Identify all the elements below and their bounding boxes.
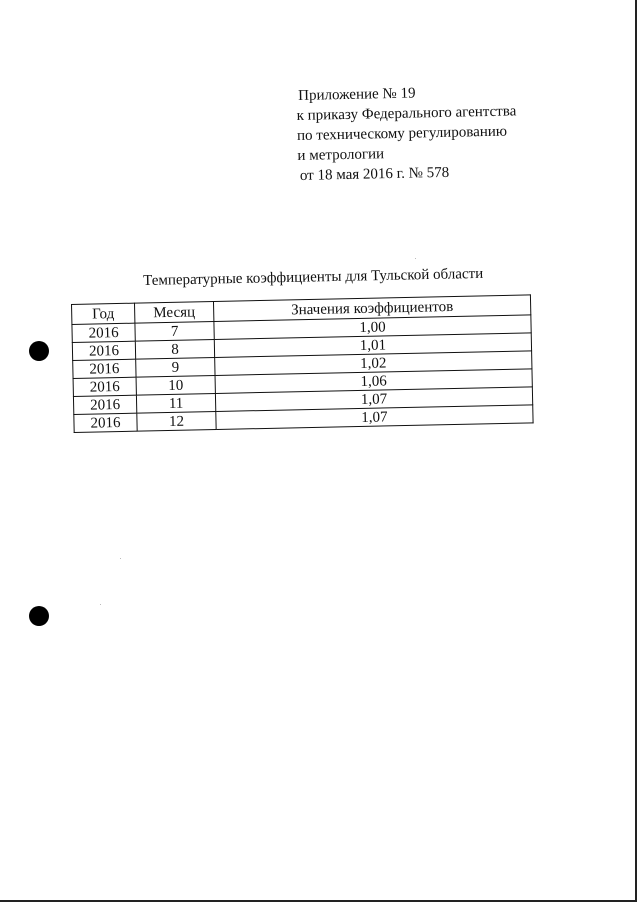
coefficients-table bbox=[71, 294, 534, 433]
cell-year: 2016 bbox=[73, 377, 136, 396]
cell-coefficient: 1,06 bbox=[215, 369, 532, 394]
header-coefficient: Значения коэффициентов bbox=[213, 295, 530, 322]
cell-month: 11 bbox=[136, 393, 215, 413]
punch-hole-mark bbox=[29, 341, 49, 361]
punch-hole-mark bbox=[29, 606, 49, 626]
appendix-header bbox=[296, 81, 518, 186]
header-month: Месяц bbox=[134, 302, 213, 324]
cell-month: 12 bbox=[137, 411, 216, 431]
cell-coefficient: 1,00 bbox=[214, 315, 531, 340]
cell-month: 8 bbox=[135, 340, 214, 360]
coefficients-table-wrapper bbox=[71, 294, 534, 433]
appendix-agency-line: по техническому регулированию bbox=[296, 123, 508, 144]
scan-speck bbox=[100, 604, 101, 605]
appendix-number: Приложение № 19 bbox=[298, 85, 416, 104]
cell-year: 2016 bbox=[73, 395, 136, 414]
appendix-order-line: к приказу Федерального агентства bbox=[296, 103, 517, 124]
cell-year: 2016 bbox=[74, 413, 137, 432]
appendix-date-line: от 18 мая 2016 г. № 578 bbox=[299, 164, 450, 184]
document-title: Температурные коэффициенты для Тульской области bbox=[143, 265, 484, 289]
appendix-agency-line-2: и метрологии bbox=[297, 146, 385, 164]
scan-speck bbox=[415, 258, 416, 259]
cell-year: 2016 bbox=[72, 323, 135, 342]
scan-speck bbox=[120, 558, 121, 559]
header-year: Год bbox=[72, 303, 135, 324]
cell-coefficient: 1,07 bbox=[215, 387, 532, 412]
cell-month: 10 bbox=[136, 375, 215, 395]
cell-year: 2016 bbox=[73, 359, 136, 378]
cell-coefficient: 1,02 bbox=[215, 351, 532, 376]
cell-year: 2016 bbox=[72, 341, 135, 360]
cell-month: 7 bbox=[135, 322, 214, 342]
cell-coefficient: 1,01 bbox=[214, 333, 531, 358]
cell-month: 9 bbox=[136, 358, 215, 378]
cell-coefficient: 1,07 bbox=[216, 405, 533, 430]
